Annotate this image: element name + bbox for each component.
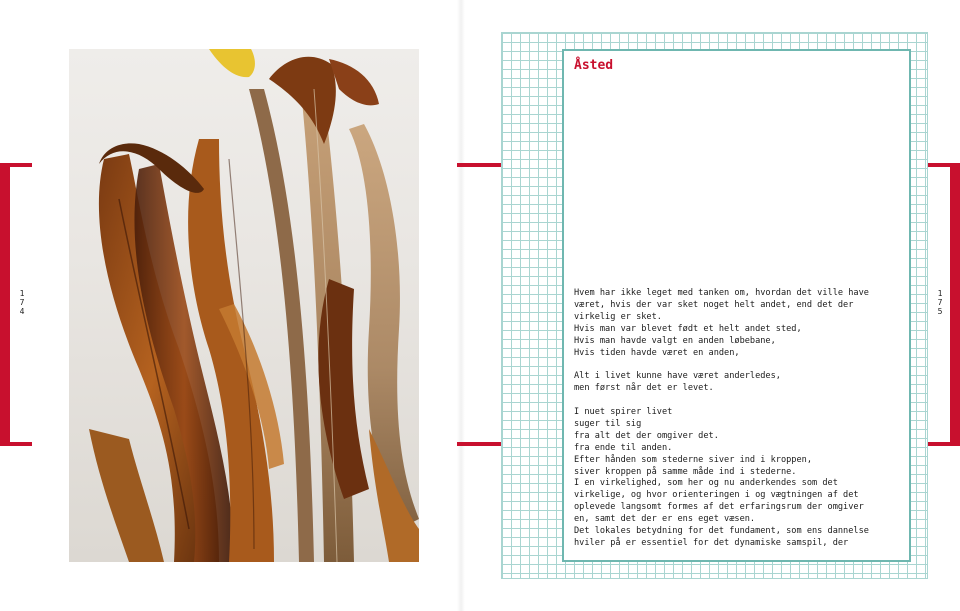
text-line: siver kroppen på samme måde ind i stederne.	[574, 466, 797, 477]
text-line: Det lokales betydning for det fundament, som ens dannelse	[574, 526, 869, 537]
text-line: Hvis tiden havde været en anden,	[574, 347, 740, 358]
page-number-digit: 1	[937, 289, 943, 298]
spread-fold	[457, 0, 465, 611]
left-bracket-bottom	[0, 442, 32, 446]
center-bracket-top	[457, 163, 501, 167]
page-number-right	[934, 289, 946, 316]
text-line: Hvis man var blevet født et helt andet sted,	[574, 323, 802, 334]
right-bracket	[950, 163, 960, 446]
text-line: I nuet spirer livet	[574, 407, 673, 418]
left-bracket	[0, 163, 10, 446]
text-line: virkelige, og hvor orienteringen i og vægtningen af det	[574, 490, 859, 501]
page-number-left	[16, 289, 28, 316]
paragraph-gap	[574, 359, 904, 371]
text-line: fra ende til anden.	[574, 442, 673, 453]
page-number-digit: 4	[19, 307, 25, 316]
text-line: I en virkelighed, som her og nu anderkendes som det	[574, 478, 838, 489]
page-number-digit: 7	[937, 298, 943, 307]
page-title: Åsted	[574, 58, 614, 73]
text-line: været, hvis der var sket noget helt andet, end det der	[574, 299, 854, 310]
dried-plant-illustration	[69, 49, 419, 562]
left-bracket-top	[0, 163, 32, 167]
right-bracket-top	[928, 163, 960, 167]
page-number-digit: 1	[19, 289, 25, 298]
text-line: Hvis man havde valgt en anden løbebane,	[574, 335, 776, 346]
text-line: Efter hånden som stederne siver ind i kroppen,	[574, 454, 812, 465]
page-number-digit: 7	[19, 298, 25, 307]
body-text	[574, 288, 904, 550]
text-line: hviler på er essentiel for det dynamiske samspil, der	[574, 538, 849, 548]
text-line: fra alt det der omgiver det.	[574, 430, 719, 441]
text-line: virkelig er sket.	[574, 311, 662, 322]
dried-plant-photo	[69, 49, 419, 562]
text-line: suger til sig	[574, 418, 642, 429]
text-line: en, samt det der er ens eget væsen.	[574, 514, 756, 525]
right-bracket-bottom	[928, 442, 960, 446]
page-number-digit: 5	[937, 307, 943, 316]
text-line: men først når det er levet.	[574, 383, 714, 394]
center-bracket-bottom	[457, 442, 501, 446]
text-line: oplevede langsomt formes af det erfaringsrum der omgiver	[574, 502, 864, 513]
paragraph-gap	[574, 395, 904, 407]
text-line: Alt i livet kunne have været anderledes,	[574, 371, 781, 382]
text-line: Hvem har ikke leget med tanken om, hvordan det ville have	[574, 288, 869, 298]
